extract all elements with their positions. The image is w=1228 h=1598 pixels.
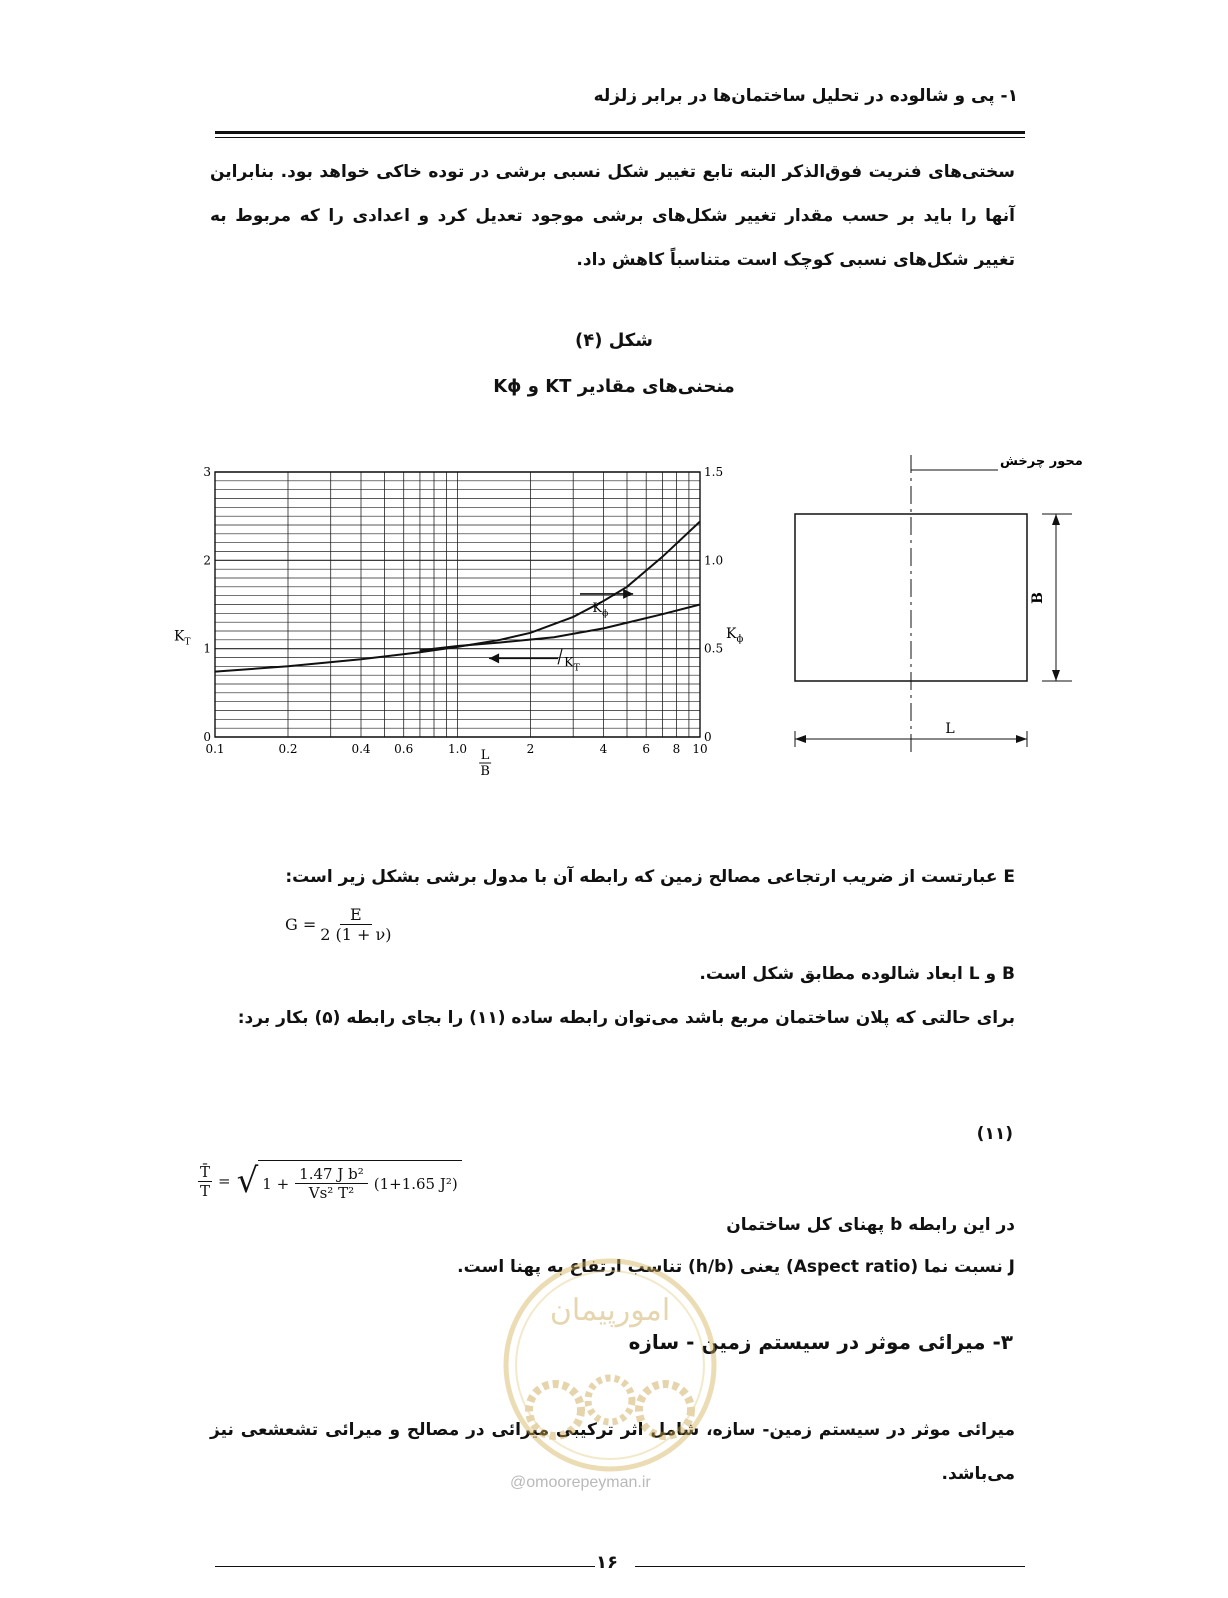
- kt-annotation-sub: T: [573, 663, 580, 674]
- paragraph-square-plan: برای حالتی که پلان ساختمان مربع باشد می‌توان رابطه ساده (۱۱) را بجای رابطه (۵) بکار برد:: [237, 1008, 1015, 1028]
- y-left-tick-label: 3: [203, 465, 211, 479]
- x-tick-label: 4: [599, 742, 608, 756]
- dim-l-arrow-right: [1016, 735, 1027, 743]
- paragraph-b-l: B و L ابعاد شالوده مطابق شکل است.: [699, 964, 1015, 984]
- dim-l-label: L: [945, 721, 955, 737]
- kt-kphi-chart: [160, 450, 760, 795]
- y-right-axis-label: $K_\phi$: [726, 625, 744, 645]
- footer-rule-left: [215, 1566, 595, 1567]
- page-number: ۱۶: [596, 1552, 618, 1573]
- formula-t-radicand: [258, 1160, 461, 1202]
- formula-t-one-plus: 1 +: [262, 1174, 290, 1193]
- formula-g: [285, 905, 392, 944]
- dim-b-label: B: [1030, 592, 1046, 604]
- formula-t: $\frac{T̄}{T}$ = √ 1 + $\frac{\text{1.47 J b²}}{\text{Vs² T²}}$ (1+1.65 J²): [198, 1160, 462, 1202]
- paragraph-j-aspect: J نسبت نما (Aspect ratio) یعنی (h/b) تناسب ارتفاع به پهنا است.: [457, 1257, 1015, 1277]
- running-header: ۱- پی و شالوده در تحلیل ساختمان‌ها در برابر زلزله: [593, 86, 1018, 106]
- x-tick-label: 6: [642, 742, 651, 756]
- kphi-annotation-sub: ϕ: [602, 608, 609, 619]
- figure-title: شکل (۴): [575, 330, 653, 351]
- x-axis-label-den: B: [480, 764, 490, 779]
- dim-l-arrow-left: [795, 735, 806, 743]
- series-line-kt: [420, 605, 700, 651]
- dim-b-arrow-bottom: [1052, 670, 1060, 681]
- kphi-arrow-head: [623, 589, 633, 599]
- foundation-plan-diagram: [780, 445, 1083, 765]
- paragraph-b-width: در این رابطه b پهنای کل ساختمان: [726, 1215, 1015, 1235]
- x-tick-label: 0.4: [351, 742, 371, 756]
- paragraph-e-definition: E عبارتست از ضریب ارتجاعی مصالح زمین که رابطه آن با مدول برشی بشکل زیر است:: [285, 867, 1015, 887]
- header-rule-thick: [215, 131, 1025, 134]
- formula-t-frac-num: 1.47 J b²: [295, 1165, 368, 1184]
- x-tick-label: 0.6: [394, 742, 414, 756]
- sqrt-icon: √: [236, 1161, 259, 1201]
- watermark-logo: [500, 1250, 720, 1480]
- x-tick-label: 10: [692, 742, 708, 756]
- section-paragraph: میرائی موثر در سیستم زمین- سازه، شامل اثر ترکیبی میرائی در مصالح و میرائی تشعشعی نیز می‌باشد.: [210, 1420, 1015, 1484]
- y-right-tick-label: 0: [704, 730, 712, 744]
- footer-rule-right: [635, 1566, 1025, 1567]
- formula-t-lhs-den: T: [200, 1181, 211, 1200]
- intro-paragraph: سختی‌های فنریت فوق‌الذکر البته تابع تغییر شکل نسبی برشی در توده خاکی خواهد بود. بنابراین آنها را باید بر حسب مقدار تغییر شکل‌های برشی موجود تعدیل کرد و اعدادی را که مربوط به تغییر شکل‌های نسبی کوچک است متناسباً کاهش داد.: [210, 162, 1015, 270]
- kt-leader: [558, 648, 562, 664]
- y-left-axis-label-sub: T: [184, 637, 191, 648]
- y-right-tick-label: 1.0: [704, 553, 724, 568]
- formula-g-lhs: G =: [285, 915, 317, 934]
- watermark-logo-text: امورپیمان: [549, 1293, 671, 1328]
- y-left-tick-label: 0: [203, 730, 211, 744]
- formula-g-denominator: 2 (1 + ν): [320, 925, 392, 944]
- x-tick-label: 2: [526, 742, 535, 756]
- rotation-axis-label: محور چرخش: [1000, 454, 1083, 469]
- formula-t-fraction: [295, 1165, 368, 1202]
- formula-g-numerator: E: [340, 905, 372, 925]
- x-tick-label: 8: [672, 742, 681, 756]
- dim-b-arrow-top: [1052, 514, 1060, 525]
- formula-t-lhs-num: T̄: [200, 1162, 211, 1181]
- y-left-axis-label: $K_T$: [174, 628, 191, 648]
- formula-g-fraction: [320, 905, 391, 944]
- formula-t-tail: (1+1.65 J²): [373, 1174, 458, 1193]
- kt-annotation: $K_T$: [564, 655, 580, 674]
- y-right-tick-label: 1.5: [704, 465, 724, 479]
- y-right-axis-label-sub: ϕ: [736, 633, 744, 645]
- watermark-site: @omoorepeyman.ir: [510, 1474, 651, 1491]
- header-rule-thin: [215, 137, 1025, 138]
- x-tick-label: 0.1: [205, 742, 225, 756]
- x-axis-label-num: L: [480, 748, 490, 763]
- equation-number: (۱۱): [976, 1124, 1013, 1144]
- x-tick-label: 1.0: [447, 742, 468, 756]
- y-left-tick-label: 1: [203, 641, 211, 656]
- formula-t-frac-den: Vs² T²: [308, 1184, 355, 1202]
- kphi-annotation: $K_\phi$: [592, 600, 609, 619]
- formula-t-lhs: [198, 1163, 212, 1200]
- figure-subtitle: منحنی‌های مقادیر KT و Kϕ: [493, 376, 735, 397]
- section-heading: ۳- میرائی موثر در سیستم زمین - سازه: [628, 1330, 1013, 1354]
- y-right-tick-label: 0.5: [704, 641, 724, 656]
- x-tick-label: 0.2: [278, 742, 298, 756]
- y-left-tick-label: 2: [203, 553, 211, 568]
- kt-arrow-head: [489, 653, 499, 663]
